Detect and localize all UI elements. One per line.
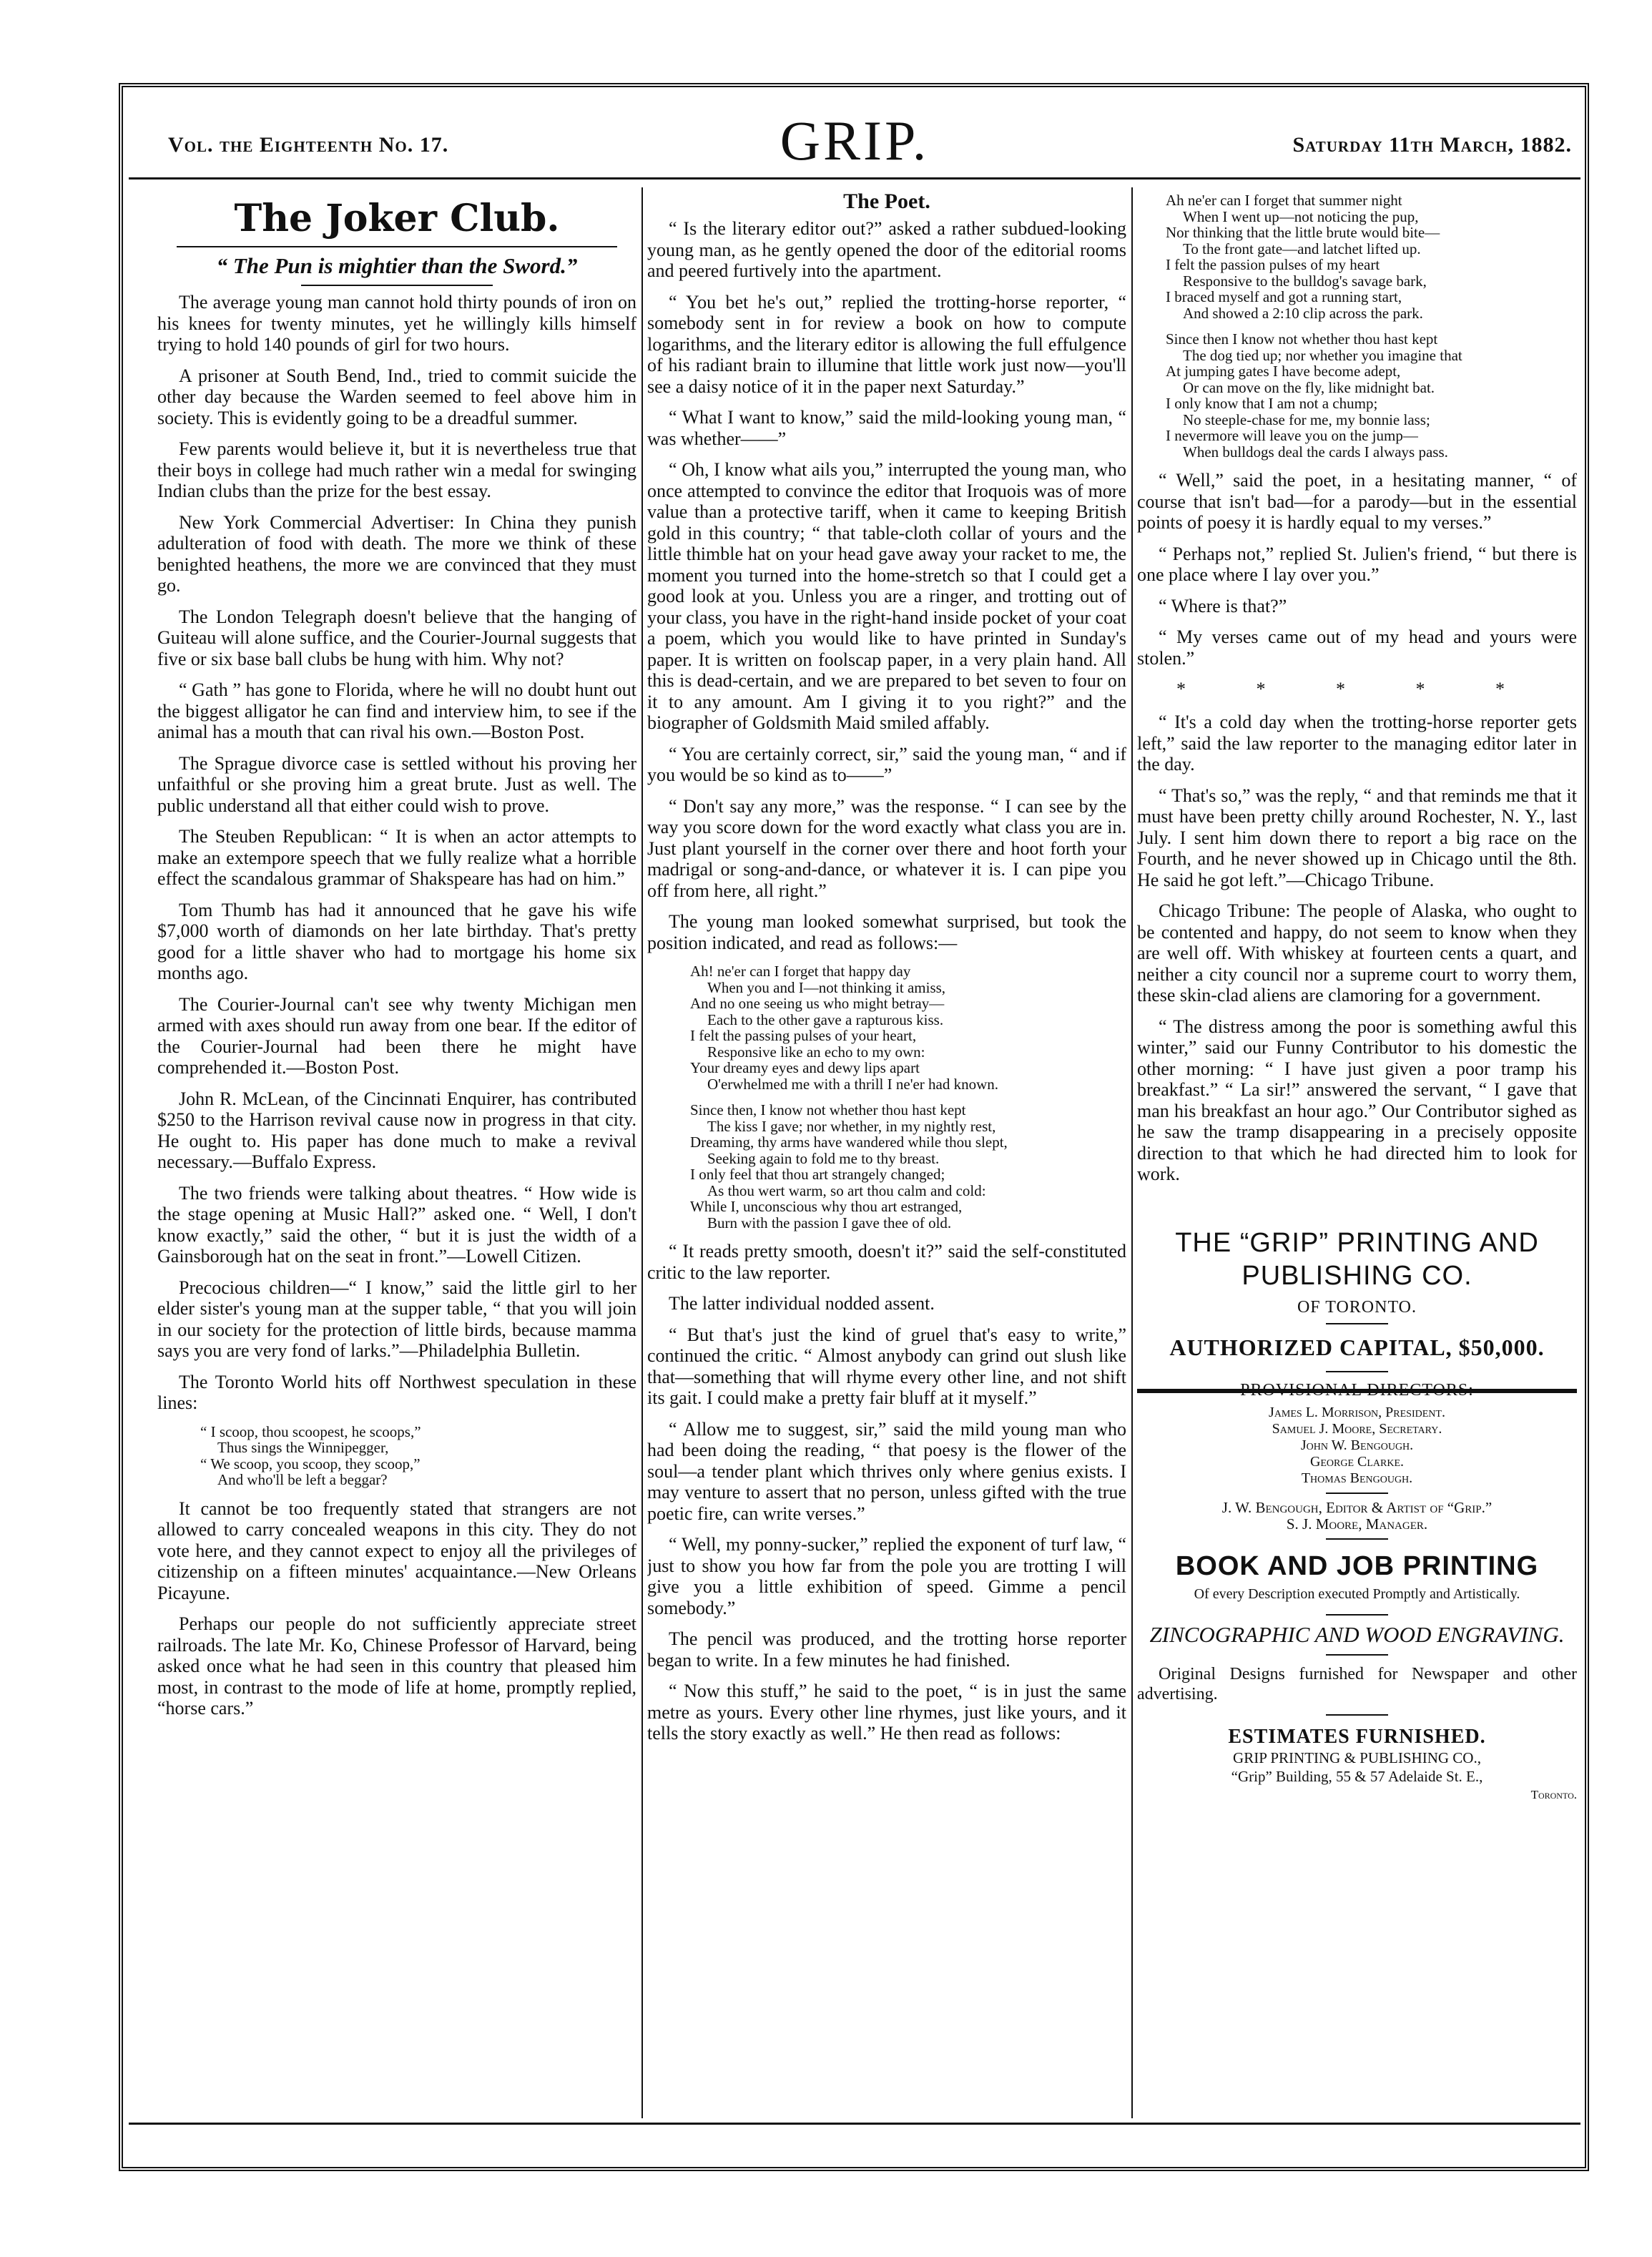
- joker-paragraphs-2: [157, 1498, 636, 1719]
- paragraph: Tom Thumb has had it announced that he gave his wife $7,000 worth of diamonds on her late birthday. That's pretty good for a little shaver who had to mortgage his home six months ago.: [157, 899, 636, 983]
- ad-directors: [1137, 1405, 1577, 1487]
- poem-line: “ I scoop, thou scoopest, he scoops,”: [200, 1422, 421, 1440]
- poem-line: Dreaming, thy arms have wandered while thou slept,: [690, 1134, 1008, 1151]
- paragraph: “ Gath ” has gone to Florida, where he will no doubt hunt out the biggest alligator he can find and interview him, to see if the animal has a mouth that can rival his own.—Boston Post.: [157, 679, 636, 742]
- ad-address-2: “Grip” Building, 55 & 57 Adelaide St. E.,: [1231, 1767, 1483, 1785]
- ad-book-printing: BOOK AND JOB PRINTING: [1175, 1550, 1539, 1581]
- newspaper-title: GRIP.: [780, 109, 930, 172]
- divider: [177, 246, 617, 247]
- ad-estimates: ESTIMATES FURNISHED.: [1228, 1725, 1486, 1748]
- heavy-rule: [1137, 1389, 1577, 1393]
- paragraph: The two friends were talking about theatres. “ How wide is the stage opening at Music Hall?” asked one. “ Well, I don't know exactly,” said the other, “ but it is just the width of a Gainsborough hat on the seat in front.”—Lowell Citizen.: [157, 1182, 636, 1267]
- poem-line: Nor thinking that the little brute would bite—: [1166, 224, 1440, 241]
- ad-editors: [1137, 1500, 1577, 1533]
- paragraph: The young man looked somewhat surprised, but took the position indicated, and read as follows:—: [647, 911, 1126, 953]
- name-line: Samuel J. Moore, Secretary.: [1272, 1420, 1442, 1437]
- joker-paragraphs: [157, 292, 636, 1414]
- ad-location: OF TORONTO.: [1297, 1297, 1417, 1317]
- ad-capital: AUTHORIZED CAPITAL, $50,000.: [1169, 1334, 1545, 1360]
- col3-paragraphs: [1137, 470, 1577, 669]
- name-line: James L. Morrison, President.: [1269, 1404, 1445, 1420]
- paragraph: “ Don't say any more,” was the response. “ I can see by the way you score down for the word exactly what class you are in. Just plant yourself in the corner over there and hoot forth your madrigal or song-and-dance, or whatever it is. I can pipe you off from here, all right.”: [647, 795, 1126, 901]
- poem-line: While I, unconscious why thou art estranged,: [690, 1198, 963, 1215]
- divider: [1326, 1323, 1387, 1324]
- paragraph: The latter individual nodded assent.: [669, 1293, 935, 1314]
- poem-line: The kiss I gave; nor whether, in my nightly rest,: [707, 1117, 996, 1135]
- ad-directors-label: PROVISIONAL DIRECTORS:: [1240, 1380, 1474, 1400]
- bottom-rule: [129, 2123, 1580, 2125]
- volume-number: Vol. the Eighteenth No. 17.: [168, 133, 449, 157]
- poem-line: When bulldogs deal the cards I always pass.: [1183, 443, 1448, 461]
- paragraph: “ Allow me to suggest, sir,” said the mild young man who had been doing the reading, “ that poesy is the flower of the soul—a tender plant which thrives only where genius exists. I may venture to assert that no person, unless gifted with the true poetic fire, can write verses.”: [647, 1418, 1126, 1524]
- paragraph: The average young man cannot hold thirty pounds of iron on his knees for twenty minutes, yet he willingly kills himself trying to hold 140 pounds of girl for two hours.: [157, 292, 636, 355]
- column-the-poet: [647, 190, 1126, 2106]
- stanza-gap: [690, 1092, 1126, 1102]
- name-line: Thomas Bengough.: [1301, 1470, 1413, 1486]
- paragraph: Chicago Tribune: The people of Alaska, who ought to be contented and happy, do not seem to know when they are well off. With whiskey at fourteen cents a quart, and neither a city council nor a supreme court to worry them, these skin-clad aliens are clamoring for a government.: [1137, 900, 1577, 1005]
- paragraph: “ Oh, I know what ails you,” interrupted the young man, who once attempted to convince the editor that Iroquois was of more value than a protective tariff, when it came to keeping British gold in this country; “ that table-cloth collar of yours and the little thimble hat on your head gave away your racket to me, the moment you turned into the home-stretch so that I could get a good look at you. Unless you are a ringer, and trotting out of your class, you have in the right-hand inside pocket of your coat a poem, which you would like to have printed in Sunday's paper. It is written on foolscap paper, in a very plain hand. All this is dead-certain, and we are prepared to bet seven to four on it to any amount. Am I giving it to you right?” and the biographer of Goldsmith Maid smiled affably.: [647, 459, 1126, 733]
- column-divider: [641, 187, 643, 2118]
- grip-advertisement: [1137, 1226, 1577, 1804]
- ad-company-name: THE “GRIP” PRINTING AND PUBLISHING CO.: [1175, 1227, 1539, 1291]
- poem-line: When I went up—not noticing the pup,: [1183, 207, 1419, 225]
- paragraph: “ It reads pretty smooth, doesn't it?” said the self-constituted critic to the law reporter.: [647, 1241, 1126, 1283]
- paragraph: The Toronto World hits off Northwest speculation in these lines:: [157, 1371, 636, 1413]
- poem-line: At jumping gates I have become adept,: [1166, 363, 1401, 380]
- paragraph: “ The distress among the poor is something awful this winter,” said our Funny Contributor to his domestic the other morning: “ I have just given a poor tramp his breakfast.” “ La sir!” answered the servant, “ I gave that man his breakfast an hour ago.” Our Contributor sighed as he saw the tramp disappearing in a precisely opposite direction to that which he had directed him to look for work.: [1137, 1016, 1577, 1184]
- name-line: George Clarke.: [1309, 1453, 1405, 1470]
- paragraph: New York Commercial Advertiser: In China they punish adulteration of food with death. The more we think of these benighted heathens, the more we are convinced that they must go.: [157, 511, 636, 596]
- poet-paragraphs: [647, 218, 1126, 953]
- poem-line: No steeple-chase for me, my bonnie lass;: [1183, 410, 1430, 428]
- poem-line: And showed a 2:10 clip across the park.: [1183, 304, 1423, 322]
- poem-line: I braced myself and got a running start,: [1166, 288, 1402, 305]
- divider: [1326, 1371, 1387, 1372]
- paragraph: The London Telegraph doesn't believe that the hanging of Guiteau will alone suffice, and the Courier-Journal suggests that five or six base ball clubs be hung with him. Why not?: [157, 606, 636, 669]
- ad-address-1: GRIP PRINTING & PUBLISHING CO.,: [1233, 1749, 1481, 1766]
- section-stars: * * * * *: [1176, 679, 1538, 699]
- poem-line: Seeking again to fold me to thy breast.: [707, 1149, 940, 1167]
- masthead: [129, 107, 1580, 172]
- poem-line: I only know that I am not a chump;: [1166, 395, 1378, 412]
- ad-city: Toronto.: [1530, 1787, 1577, 1801]
- poem-line: I felt the passion pulses of my heart: [1166, 256, 1380, 273]
- paragraph: It cannot be too frequently stated that strangers are not allowed to carry concealed weapons in this city. They do not vote here, and they cannot expect to enjoy all the privileges of citizenship on a fifteen minutes' acquaintance.—New Orleans Picayune.: [157, 1498, 636, 1603]
- divider: [1326, 1538, 1387, 1540]
- poem-line: Thus sings the Winnipegger,: [217, 1439, 389, 1456]
- column-joker-club: [157, 190, 636, 2106]
- name-line: S. J. Moore, Manager.: [1286, 1515, 1428, 1533]
- poem-line: Responsive to the bulldog's savage bark,: [1183, 272, 1427, 290]
- divider: [1326, 1654, 1387, 1656]
- paragraph: “ What I want to know,” said the mild-looking young man, “ was whether——”: [647, 407, 1126, 449]
- paragraph: “ You are certainly correct, sir,” said the young man, “ and if you would be so kind as to——”: [647, 743, 1126, 785]
- paragraph: “ Where is that?”: [1159, 595, 1287, 616]
- paragraph: “ Is the literary editor out?” asked a rather subdued-looking young man, as he gently opened the door of the editorial rooms and peered furtively into the apartment.: [647, 218, 1126, 281]
- poem-line: As thou wert warm, so art thou calm and cold:: [707, 1181, 986, 1199]
- paragraph: “ That's so,” was the reply, “ and that reminds me that it must have been pretty chilly around Rochester, N. Y., last July. I sent him down there to report a big race on the Fourth, and he never showed up in Chicago until the 8th. He said he got left.”—Chicago Tribune.: [1137, 785, 1577, 890]
- poem-line: Since then, I know not whether thou hast kept: [690, 1101, 966, 1118]
- poem-line: Ah! ne'er can I forget that happy day: [690, 963, 911, 980]
- world-poem: [200, 1424, 636, 1488]
- paragraph: The pencil was produced, and the trotting horse reporter began to write. In a few minutes he had finished.: [647, 1628, 1126, 1671]
- paragraph: “ But that's just the kind of gruel that's easy to write,” continued the critic. “ Almost anybody can grind out slush like that—something that will rhyme every other line, and not shift its gait. I could make a pretty fair bluff at it myself.”: [647, 1324, 1126, 1408]
- poem-line: Or can move on the fly, like midnight bat.: [1183, 378, 1435, 396]
- divider: [1326, 1493, 1387, 1494]
- name-line: John W. Bengough.: [1300, 1437, 1414, 1453]
- paragraph: “ My verses came out of my head and yours were stolen.”: [1137, 626, 1577, 669]
- paragraph: “ Perhaps not,” replied St. Julien's friend, “ but there is one place where I lay over you.”: [1137, 543, 1577, 585]
- poem-line: Each to the other gave a rapturous kiss.: [707, 1011, 944, 1028]
- column-divider: [1131, 187, 1133, 2118]
- col3-paragraphs-2: [1137, 712, 1577, 1185]
- divider: [301, 285, 493, 286]
- name-line: J. W. Bengough, Editor & Artist of “Grip.”: [1221, 1498, 1493, 1516]
- section-motto: “ The Pun is mightier than the Sword.”: [216, 253, 578, 278]
- poem-line: The dog tied up; nor whether you imagine that: [1183, 346, 1462, 364]
- paragraph: “ You bet he's out,” replied the trotting-horse reporter, “ somebody sent in for review a book on how to compute logarithms, and the literary editor is allowing the full effulgence of his radiant brain to illumine that little work just now—you'll see a daisy notice of it in the paper next Saturday.”: [647, 291, 1126, 397]
- masthead-rule: [129, 177, 1580, 180]
- poem-line: I nevermore will leave you on the jump—: [1166, 427, 1418, 444]
- poem-line: Since then I know not whether thou hast kept: [1166, 330, 1438, 348]
- divider: [1326, 1714, 1387, 1716]
- poem-line: I only feel that thou art strangely changed;: [690, 1166, 945, 1183]
- ad-zincographic: ZINCOGRAPHIC AND WOOD ENGRAVING.: [1149, 1621, 1565, 1647]
- paragraph: Perhaps our people do not sufficiently appreciate street railroads. The late Mr. Ko, Chinese Professor of Harvard, being asked once what he had seen in this country that pleased him most, in contrast to the mode of life at home, promptly replied, “horse cars.”: [157, 1613, 636, 1718]
- paragraph: “ Now this stuff,” he said to the poet, “ is in just the same metre as yours. Every other line rhymes, just like yours, and it tells the story exactly as well.” He then read as follows:: [647, 1681, 1126, 1744]
- paragraph: John R. McLean, of the Cincinnati Enquirer, has contributed $250 to the Harrison revival cause now in progress in that city. He ought to. His paper has done much to make a revival necessary.—Buffalo Express.: [157, 1088, 636, 1172]
- paragraph: Few parents would believe it, but it is nevertheless true that their boys in college had much rather win a medal for swinging Indian clubs than the prize for the best essay.: [157, 438, 636, 501]
- poem-line: When you and I—not thinking it amiss,: [707, 978, 946, 996]
- issue-date: Saturday 11th March, 1882.: [1292, 133, 1572, 157]
- paragraph: “ Well, my ponny-sucker,” replied the exponent of turf law, “ just to show you how far from the pole you are trotting I will give you a little exhibition of speed. Gimme a pencil somebody.”: [647, 1534, 1126, 1618]
- paragraph: “ Well,” said the poet, in a hesitating manner, “ of course that isn't bad—for a parody—but in the essential points of poesy it is hardly equal to my verses.”: [1137, 470, 1577, 533]
- paragraph: The Steuben Republican: “ It is when an actor attempts to make an extempore speech that we fully realize what a horrible effect the scandalous grammar of Shakspeare has had on him.”: [157, 826, 636, 889]
- poem-line: Your dreamy eyes and dewy lips apart: [690, 1059, 920, 1076]
- article-title: The Poet.: [843, 190, 930, 213]
- poem-line: Burn with the passion I gave thee of old.: [707, 1214, 952, 1231]
- poem-line: Ah ne'er can I forget that summer night: [1166, 192, 1402, 209]
- poem-line: Responsive like an echo to my own:: [707, 1043, 925, 1061]
- poem-line: And who'll be left a beggar?: [217, 1471, 388, 1488]
- paragraph: The Courier-Journal can't see why twenty Michigan men armed with axes should run away from one bear. If the editor of the Courier-Journal had been there he might have comprehended it.—Boston Post.: [157, 993, 636, 1078]
- ad-designs: Original Designs furnished for Newspaper and other advertising.: [1137, 1664, 1577, 1703]
- ad-book-sub: Of every Description executed Promptly and Artistically.: [1194, 1585, 1520, 1602]
- poem-line: I felt the passing pulses of your heart,: [690, 1027, 917, 1044]
- section-title: The Joker Club.: [234, 197, 560, 240]
- paragraph: The Sprague divorce case is settled without his proving her unfaithful or she proving him a great brute. Just as well. The public understand all that either could wish to prove.: [157, 752, 636, 816]
- paragraph: A prisoner at South Bend, Ind., tried to commit suicide the other day because the Warden seemed to feel above him in society. This is evidently going to be a dreadful summer.: [157, 365, 636, 428]
- paragraph: “ It's a cold day when the trotting-horse reporter gets left,” said the law reporter to the managing editor later in the day.: [1137, 712, 1577, 775]
- poem-line: To the front gate—and latchet lifted up.: [1183, 240, 1421, 257]
- column-three: [1137, 190, 1577, 2106]
- poem-line: And no one seeing us who might betray—: [690, 995, 945, 1012]
- poem-line: O'erwhelmed me with a thrill I ne'er had known.: [707, 1075, 999, 1093]
- stanza-gap: [1166, 321, 1577, 331]
- poem-line: “ We scoop, you scoop, they scoop,”: [200, 1455, 421, 1472]
- young-man-poem: [690, 963, 1126, 1231]
- paragraph: Precocious children—“ I know,” said the little girl to her elder sister's young man at the supper table, “ that you will join in our society for the protection of little birds, because mamma says you are very fond of larks.”—Philadelphia Bulletin.: [157, 1277, 636, 1361]
- poet-paragraphs-2: [647, 1241, 1126, 1744]
- divider: [1326, 1614, 1387, 1616]
- parody-poem: [1166, 192, 1577, 460]
